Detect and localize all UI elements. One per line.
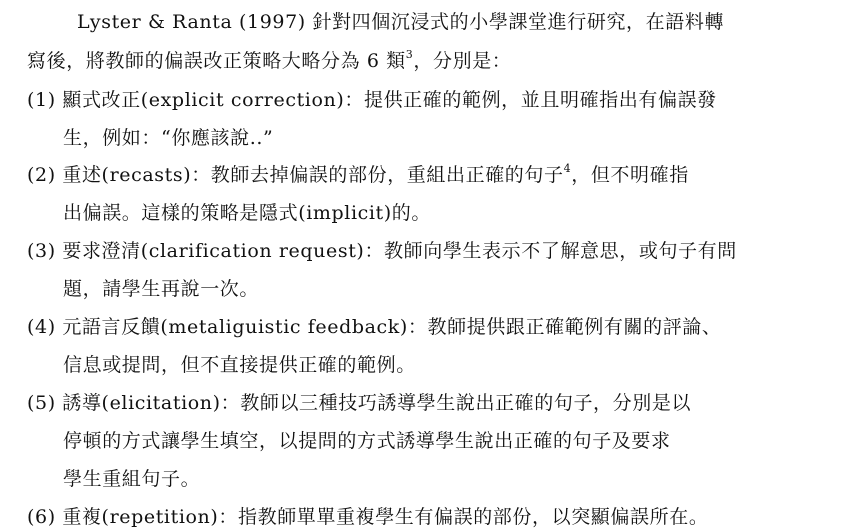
strategy-5-line-1	[27, 391, 691, 415]
intro-paragraph-line-2	[27, 49, 511, 73]
text: ，分別是：	[413, 50, 512, 72]
text: (5) 誘導(elicitation)：教師以三種技巧誘導學生說出正確的句子，分別是以	[27, 392, 692, 414]
footnote-ref-3[interactable]: 3	[405, 47, 414, 61]
text: 生，例如：“你應該說..”	[63, 127, 274, 149]
strategy-6-line-1	[27, 505, 708, 529]
text: 信息或提問，但不直接提供正確的範例。	[63, 354, 416, 376]
text: 停頓的方式讓學生填空，以提問的方式誘導學生說出正確的句子及要求	[63, 430, 671, 452]
strategy-1-line-2	[63, 126, 273, 150]
text: (3) 要求澄清(clarification request)：教師向學生表示不了解意思，或句子有問	[27, 240, 737, 262]
footnote-ref-4[interactable]: 4	[563, 161, 572, 175]
text: (6) 重複(repetition)：指教師單單重複學生有偏誤的部份，以突顯偏誤所在。	[27, 506, 709, 528]
text: 學生重組句子。	[63, 468, 201, 490]
strategy-3-line-2	[63, 277, 259, 301]
text: ，但不明確指	[571, 164, 689, 186]
text: 出偏誤。這樣的策略是隱式(implicit)的。	[63, 202, 431, 224]
strategy-4-line-2	[63, 353, 416, 377]
strategy-1-line-1	[27, 88, 717, 112]
text: 寫後，將教師的偏誤改正策略大略分為 6 類	[27, 50, 406, 72]
text: Lyster & Ranta (1997) 針對四個沉浸式的小學課堂進行研究，在語料轉	[77, 11, 725, 33]
text: (1) 顯式改正(explicit correction)：提供正確的範例，並且明確指出有偏誤發	[27, 89, 717, 111]
strategy-2-line-1	[27, 163, 689, 187]
strategy-5-line-3	[63, 467, 200, 491]
strategy-4-line-1	[27, 315, 722, 339]
strategy-5-line-2	[63, 429, 671, 453]
text: (4) 元語言反饋(metaliguistic feedback)：教師提供跟正確範例有關的評論、	[27, 316, 722, 338]
strategy-2-line-2	[63, 201, 431, 225]
intro-paragraph-line-1	[77, 10, 724, 34]
text: 題，請學生再說一次。	[63, 278, 260, 300]
text: (2) 重述(recasts)：教師去掉偏誤的部份，重組出正確的句子	[27, 164, 564, 186]
strategy-3-line-1	[27, 239, 737, 263]
